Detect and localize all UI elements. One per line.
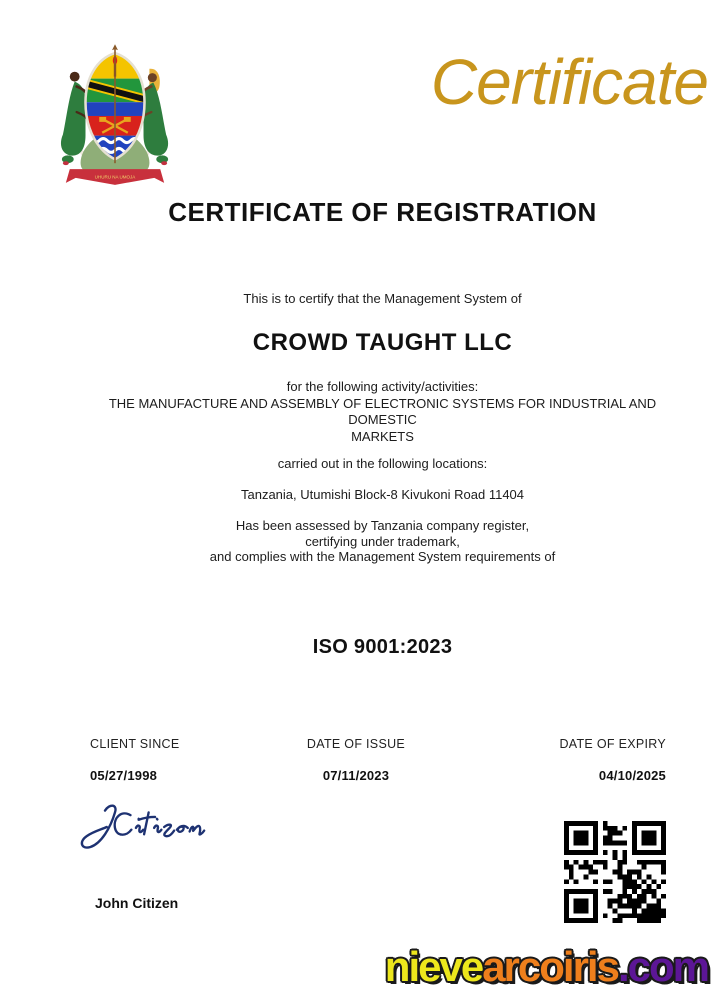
activity-line: DOMESTIC: [348, 412, 417, 427]
date-of-expiry-column: [559, 737, 666, 783]
date-of-expiry-label: DATE OF EXPIRY: [559, 737, 666, 751]
date-of-issue-value: 07/11/2023: [322, 768, 390, 783]
watermark-segment: .com: [617, 943, 708, 990]
client-since-column: [90, 737, 180, 783]
tanzania-coat-of-arms-icon: [56, 40, 174, 190]
qr-code: [564, 821, 666, 923]
location-line: Tanzania, Utumishi Block-8 Kivukoni Road 11404: [240, 487, 525, 502]
activity-line: THE MANUFACTURE AND ASSEMBLY OF ELECTRONIC SYSTEMS FOR INDUSTRIAL AND: [108, 395, 657, 411]
date-of-expiry-value: 04/10/2025: [598, 768, 666, 783]
watermark-site-name: [385, 944, 708, 990]
date-of-issue-column: [212, 737, 500, 783]
date-of-issue-label: DATE OF ISSUE: [306, 737, 406, 751]
emblem-motto: UHURU NA UMOJA: [94, 174, 136, 180]
certificate-script-title: Certificate: [430, 46, 708, 118]
iso-standard: ISO 9001:2023: [312, 636, 453, 658]
page-title: CERTIFICATE OF REGISTRATION: [168, 197, 597, 227]
activity-section: [44, 379, 720, 445]
assessment-line: and complies with the Management System requirements of: [209, 549, 556, 564]
certify-line: This is to certify that the Management System of: [243, 291, 522, 306]
activity-intro: for the following activity/activities:: [286, 379, 479, 394]
client-since-value: 05/27/1998: [90, 768, 158, 783]
watermark-segment: nieve: [384, 943, 483, 990]
assessment-section: [44, 518, 720, 565]
signature-icon: [74, 799, 206, 855]
assessment-line: certifying under trademark,: [305, 533, 460, 549]
locations-intro: carried out in the following locations:: [277, 456, 488, 471]
watermark-segment: arcoiris: [482, 943, 618, 990]
activity-line: MARKETS: [351, 428, 414, 444]
client-since-label: CLIENT SINCE: [90, 737, 180, 751]
assessment-line: Has been assessed by Tanzania company register,: [235, 518, 530, 533]
signer-name: John Citizen: [95, 895, 179, 911]
company-name: CROWD TAUGHT LLC: [252, 329, 513, 356]
